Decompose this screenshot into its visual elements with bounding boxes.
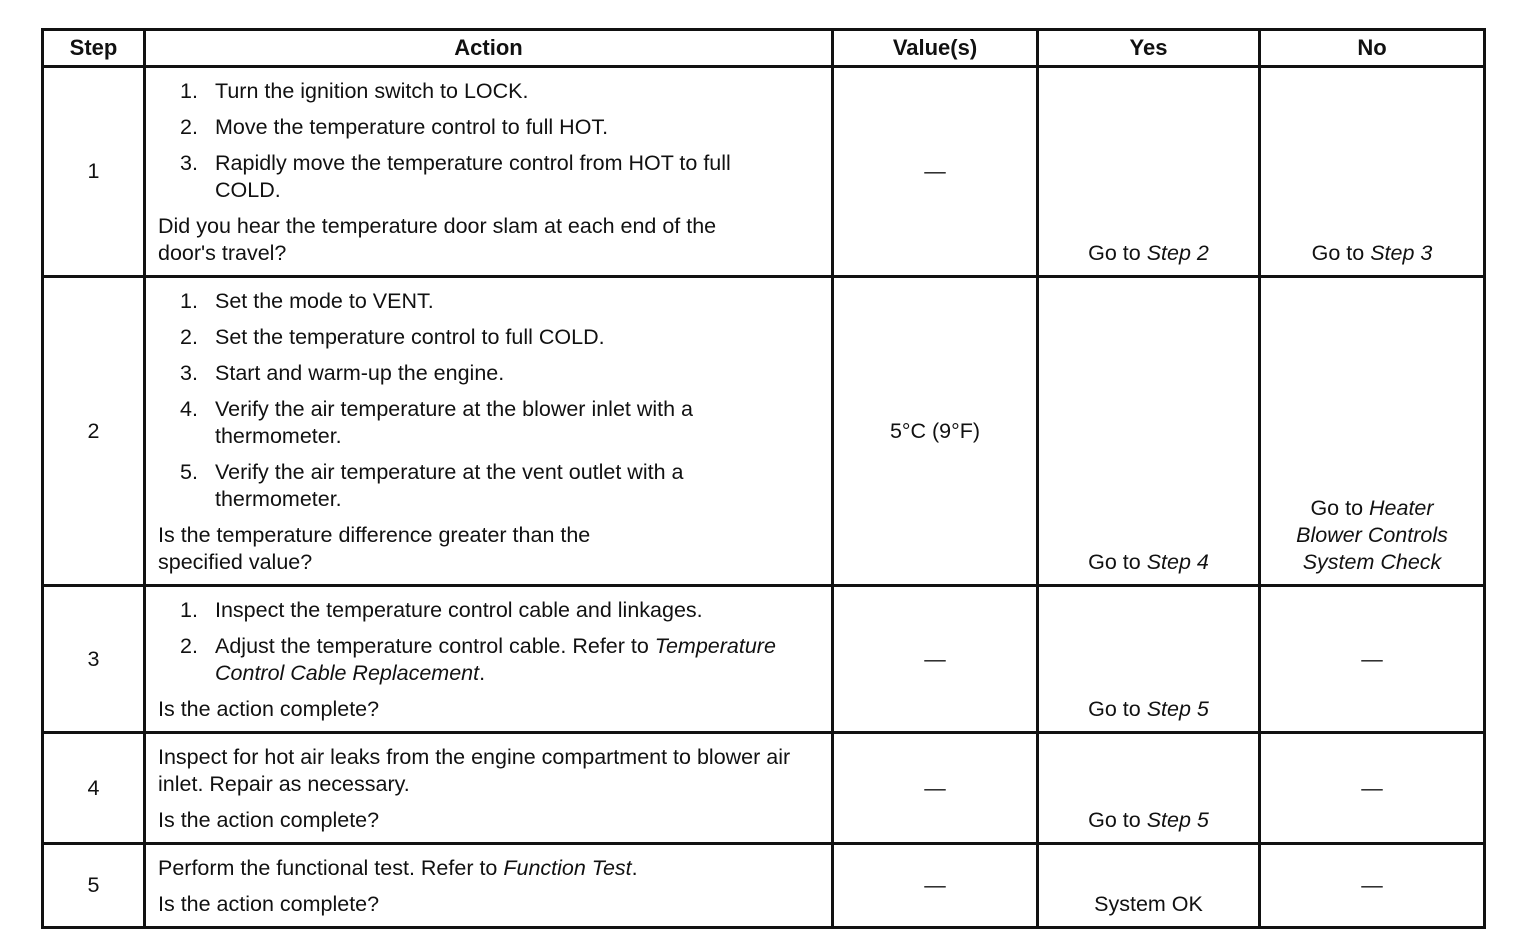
- value-cell: 5°C (9°F): [833, 277, 1038, 586]
- no-cell: —: [1260, 733, 1485, 844]
- action-question: Is the temperature difference greater than the specified value?: [158, 523, 591, 574]
- action-cell: [145, 67, 833, 277]
- header-values: Value(s): [833, 30, 1038, 67]
- list-item: 1. Inspect the temperature control cable and linkages.: [180, 598, 703, 622]
- header-yes: Yes: [1038, 30, 1260, 67]
- value-cell: —: [833, 67, 1038, 277]
- list-item: 2. Adjust the temperature control cable. Refer to Temperature Control Cable Replacement.: [180, 634, 776, 685]
- list-item: 2. Move the temperature control to full HOT.: [180, 115, 609, 139]
- yes-cell: Go to Step 5: [1038, 733, 1260, 844]
- table-row-step-3: [43, 586, 1485, 733]
- action-question: Is the action complete?: [158, 697, 380, 721]
- list-item: 2. Set the temperature control to full COLD.: [180, 325, 605, 349]
- yes-cell: System OK: [1038, 844, 1260, 928]
- header-action: Action: [145, 30, 833, 67]
- cross-reference-link: Temperature Control Cable Replacement: [215, 634, 776, 685]
- action-steps-list: [158, 78, 819, 204]
- action-steps-list: [158, 597, 819, 687]
- action-question: Is the action complete?: [158, 808, 380, 832]
- yes-cell: Go to Step 5: [1038, 586, 1260, 733]
- diagnostic-table: [41, 28, 1486, 929]
- value-cell: —: [833, 844, 1038, 928]
- no-cell: —: [1260, 844, 1485, 928]
- table-row-step-4: [43, 733, 1485, 844]
- list-item: 1. Set the mode to VENT.: [180, 289, 434, 313]
- list-item: 3. Start and warm-up the engine.: [180, 361, 505, 385]
- header-step: Step: [43, 30, 145, 67]
- action-paragraph: Perform the functional test. Refer to Function Test.: [158, 856, 638, 880]
- list-item: 5. Verify the air temperature at the vent outlet with a thermometer.: [180, 460, 684, 511]
- cross-reference-link: Function Test: [503, 856, 632, 880]
- action-paragraph: Inspect for hot air leaks from the engine compartment to blower air inlet. Repair as necessary.: [158, 745, 791, 796]
- step-number: 1: [43, 67, 145, 277]
- table-row-step-5: [43, 844, 1485, 928]
- table-row-step-2: [43, 277, 1485, 586]
- yes-cell: Go to Step 2: [1038, 67, 1260, 277]
- list-item: 1. Turn the ignition switch to LOCK.: [180, 79, 529, 103]
- action-cell: [145, 733, 833, 844]
- step-number: 4: [43, 733, 145, 844]
- no-cell: Go to Heater Blower Controls System Check: [1260, 277, 1485, 586]
- table-row-step-1: [43, 67, 1485, 277]
- yes-cell: Go to Step 4: [1038, 277, 1260, 586]
- list-item: 4. Verify the air temperature at the blower inlet with a thermometer.: [180, 397, 694, 448]
- list-item: 3. Rapidly move the temperature control from HOT to full COLD.: [180, 151, 731, 202]
- action-cell: [145, 844, 833, 928]
- value-cell: —: [833, 733, 1038, 844]
- action-question: Did you hear the temperature door slam at each end of the door's travel?: [158, 214, 717, 265]
- header-row: [43, 30, 1485, 67]
- value-cell: —: [833, 586, 1038, 733]
- step-number: 3: [43, 586, 145, 733]
- header-no: No: [1260, 30, 1485, 67]
- step-number: 5: [43, 844, 145, 928]
- no-cell: Go to Step 3: [1260, 67, 1485, 277]
- step-number: 2: [43, 277, 145, 586]
- action-cell: [145, 586, 833, 733]
- action-question: Is the action complete?: [158, 892, 380, 916]
- no-cell: —: [1260, 586, 1485, 733]
- action-steps-list: [158, 288, 819, 513]
- action-cell: [145, 277, 833, 586]
